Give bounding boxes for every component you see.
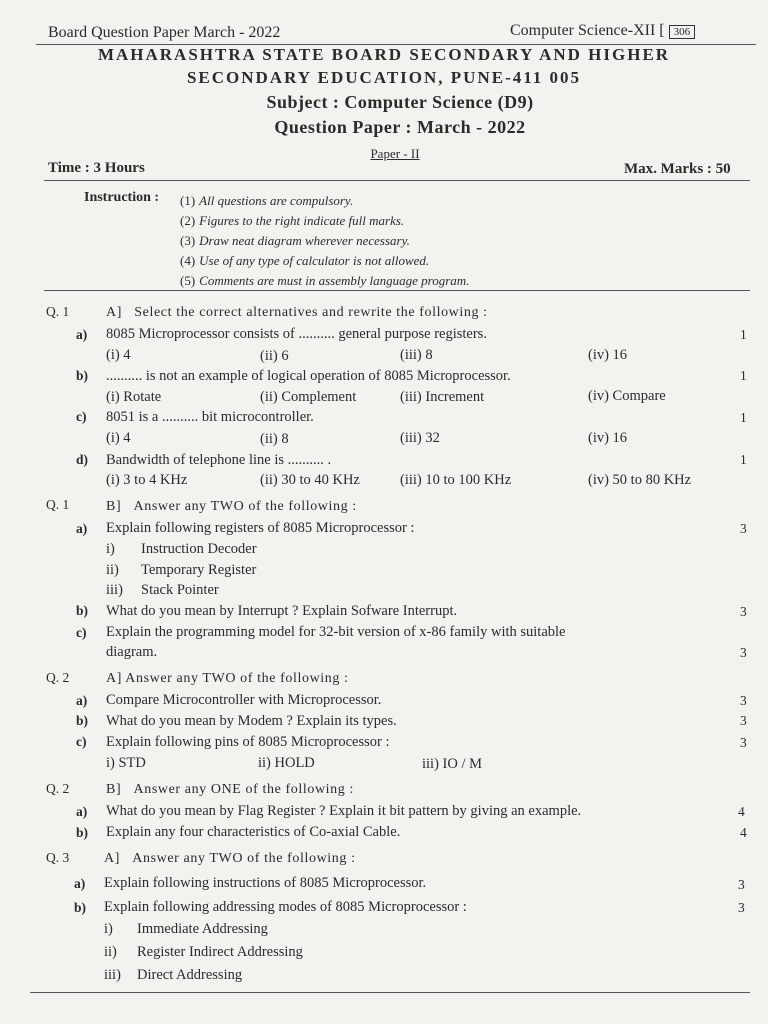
sub-item-number: iii): [104, 967, 121, 983]
sub-item-text: Direct Addressing: [137, 967, 243, 983]
question-marks: 4: [738, 804, 745, 819]
question-text-cont: diagram.: [106, 644, 158, 660]
question-marks: 1: [740, 452, 747, 467]
question-letter: c): [76, 409, 87, 424]
question-number: Q. 3: [46, 850, 70, 865]
footer-rule: [30, 992, 750, 993]
instruction-heading: Instruction :: [84, 190, 160, 205]
question-text: 8051 is a .......... bit microcontroller.: [106, 409, 314, 425]
board-name: MAHARASHTRA STATE BOARD SECONDARY AND HIGHER: [97, 45, 671, 64]
question-marks: 3: [740, 693, 747, 708]
pin-item: i) STD: [106, 755, 146, 771]
question-marks: 3: [740, 645, 747, 660]
question-letter: a): [76, 693, 88, 708]
section-heading: B] Answer any ONE of the following :: [106, 782, 354, 797]
sub-item-text: Immediate Addressing: [137, 921, 268, 937]
question-letter: c): [76, 625, 87, 640]
pin-item: ii) HOLD: [258, 755, 315, 771]
question-number: Q. 2: [46, 781, 70, 796]
running-header-right: [510, 22, 695, 40]
question-letter: b): [76, 368, 89, 383]
sub-item-number: ii): [104, 944, 117, 960]
question-letter: b): [76, 713, 89, 728]
sub-item-text: Instruction Decoder: [141, 541, 257, 557]
question-marks: 1: [740, 368, 747, 383]
question-marks: 1: [740, 327, 747, 342]
option: (iv) 16: [588, 347, 628, 363]
question-text: Explain following registers of 8085 Microprocessor :: [106, 520, 415, 536]
question-letter: b): [76, 825, 89, 840]
question-letter: a): [76, 521, 88, 536]
option: (iii) 10 to 100 KHz: [400, 472, 512, 488]
paper-title: Question Paper : March - 2022: [274, 117, 526, 137]
question-letter: b): [74, 900, 87, 915]
sub-item-number: ii): [106, 562, 119, 578]
question-text: Explain any four characteristics of Co-axial Cable.: [106, 824, 401, 840]
instruction-4: (4) Use of any type of calculator is not allowed.: [180, 253, 430, 268]
sub-item-number: i): [104, 921, 113, 937]
question-number: Q. 2: [46, 670, 70, 685]
question-number: Q. 1: [46, 497, 70, 512]
option: (iv) Compare: [588, 388, 666, 404]
question-marks: 3: [738, 877, 745, 892]
option: (i) 3 to 4 KHz: [106, 472, 188, 488]
question-letter: b): [76, 603, 89, 618]
option: (ii) Complement: [260, 389, 357, 405]
section-heading: A] Answer any TWO of the following :: [106, 671, 349, 686]
subject-class: Computer Science-XII [: [510, 22, 665, 39]
sub-item-text: Register Indirect Addressing: [137, 944, 303, 960]
running-header-left: Board Question Paper March - 2022: [48, 24, 281, 41]
question-letter: a): [76, 327, 88, 342]
section-heading: B] Answer any TWO of the following :: [106, 499, 357, 514]
time-allowed: Time : 3 Hours: [48, 160, 145, 176]
question-text: What do you mean by Flag Register ? Explain it bit pattern by giving an example.: [106, 803, 582, 819]
option: (iv) 16: [588, 430, 628, 446]
question-text: Explain following pins of 8085 Microprocessor :: [106, 734, 390, 750]
question-text: What do you mean by Interrupt ? Explain Sofware Interrupt.: [106, 603, 458, 619]
option: (iii) Increment: [400, 389, 485, 405]
option: (ii) 30 to 40 KHz: [260, 472, 360, 488]
question-letter: a): [76, 804, 88, 819]
question-text: .......... is not an example of logical operation of 8085 Microprocessor.: [106, 368, 511, 384]
question-marks: 3: [740, 521, 747, 536]
board-name-line2: SECONDARY EDUCATION, PUNE-411 005: [186, 68, 582, 87]
option: (iv) 50 to 80 KHz: [588, 472, 692, 488]
option: (ii) 8: [260, 431, 289, 447]
option: (i) 4: [106, 347, 131, 363]
question-text: Explain following instructions of 8085 Microprocessor.: [104, 875, 427, 891]
sub-item-text: Stack Pointer: [141, 582, 219, 598]
question-text: Explain following addressing modes of 8085 Microprocessor :: [104, 899, 467, 915]
option: (iii) 32: [400, 430, 440, 446]
question-marks: 1: [740, 410, 747, 425]
time-rule: [44, 180, 750, 181]
option: (ii) 6: [260, 348, 289, 364]
question-text: Explain the programming model for 32-bit version of x-86 family with suitable: [106, 624, 566, 640]
question-letter: a): [74, 876, 86, 891]
question-text: What do you mean by Modem ? Explain its types.: [106, 713, 397, 729]
pin-item: iii) IO / M: [422, 756, 483, 772]
question-text: Bandwidth of telephone line is .......... .: [106, 452, 332, 468]
question-marks: 4: [740, 825, 747, 840]
question-letter: c): [76, 734, 87, 749]
question-number: Q. 1: [46, 304, 70, 319]
question-marks: 3: [738, 900, 745, 915]
instruction-3: (3) Draw neat diagram wherever necessary.: [180, 233, 410, 248]
question-text: 8085 Microprocessor consists of .......... general purpose registers.: [106, 326, 487, 342]
question-marks: 3: [740, 735, 747, 750]
instruction-1: (1) All questions are compulsory.: [180, 193, 354, 208]
paper-number: Paper - II: [370, 146, 420, 161]
max-marks: Max. Marks : 50: [624, 161, 731, 177]
subject-title: Subject : Computer Science (D9): [266, 92, 534, 112]
question-letter: d): [76, 452, 89, 467]
instruction-2: (2) Figures to the right indicate full marks.: [180, 213, 405, 228]
page-number: 306: [669, 25, 696, 39]
sub-item-number: i): [106, 541, 115, 557]
option: (iii) 8: [400, 347, 433, 363]
question-marks: 3: [740, 604, 747, 619]
option: (i) Rotate: [106, 389, 162, 405]
section-heading: A] Select the correct alternatives and rewrite the following :: [106, 305, 488, 320]
section-heading: A] Answer any TWO of the following :: [104, 851, 356, 866]
instruction-5: (5) Comments are must in assembly language program.: [180, 273, 470, 288]
instruction-rule: [44, 290, 750, 291]
sub-item-number: iii): [106, 582, 123, 598]
sub-item-text: Temporary Register: [141, 562, 257, 578]
question-text: Compare Microcontroller with Microprocessor.: [106, 692, 382, 708]
option: (i) 4: [106, 430, 131, 446]
question-marks: 3: [740, 713, 747, 728]
